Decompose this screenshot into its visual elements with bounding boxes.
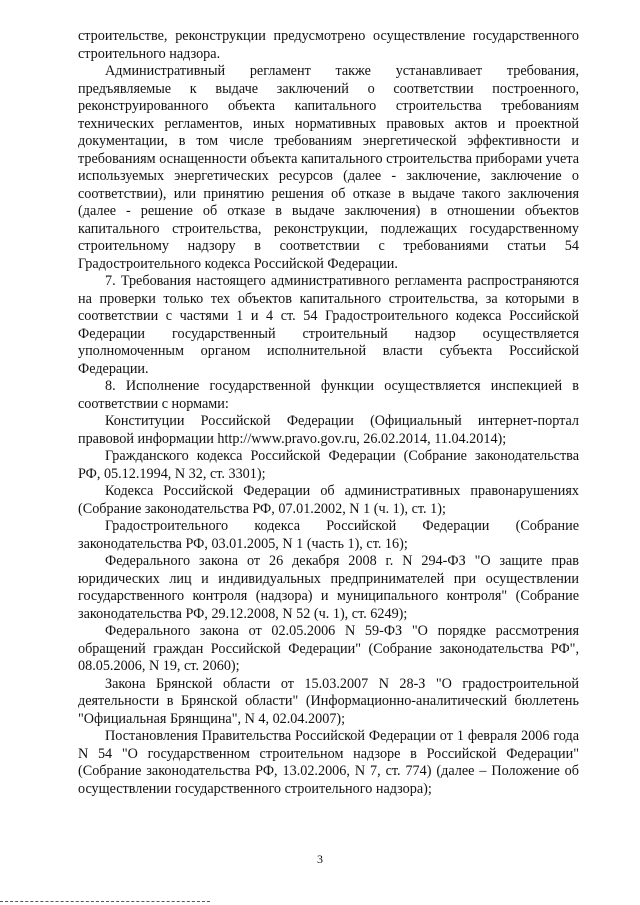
paragraph-bryansk-law: Закона Брянской области от 15.03.2007 N 28-З "О градостроительной деятельности в Брянской области" (Информационно-аналитический бюллетень "Официальная Брянщина", N 4, 02.04.2007); (78, 675, 579, 727)
paragraph-urban-code: Градостроительного кодекса Российской Федерации (Собрание законодательства РФ, 03.01.2005, N 1 (часть 1), ст. 16); (78, 518, 579, 552)
paragraph-item-8: 8. Исполнение государственной функции осуществляется инспекцией в соответствии с нормами: (78, 378, 579, 412)
paragraph-intro: строительстве, реконструкции предусмотрено осуществление государственного строительного надзора. (78, 28, 579, 62)
paragraph-law-294: Федерального закона от 26 декабря 2008 г. N 294-ФЗ "О защите прав юридических лиц и индивидуальных предпринимателей при осуществлении государственного контроля (надзора) и муниципального контроля" (Собрание законодательства РФ, 29.12.2008, N 52 (ч. 1), ст. 6249); (78, 553, 579, 622)
paragraph-civil-code: Гражданского кодекса Российской Федерации (Собрание законодательства РФ, 05.12.1994, N 32, ст. 3301); (78, 448, 579, 482)
paragraph-government-resolution: Постановления Правительства Российской Федерации от 1 февраля 2006 года N 54 "О государственном строительном надзоре в Российской Федерации" (Собрание законодательства РФ, 13.02.2006, N 7, ст. 774) (далее – Положение об осуществлении государственного строительного надзора); (78, 728, 579, 797)
paragraph-admin-code: Кодекса Российской Федерации об административных правонарушениях (Собрание законодательства РФ, 07.01.2002, N 1 (ч. 1), ст. 1); (78, 483, 579, 517)
paragraph-law-59: Федерального закона от 02.05.2006 N 59-ФЗ "О порядке рассмотрения обращений граждан Российской Федерации" (Собрание законодательства РФ", 08.05.2006, N 19, ст. 2060); (78, 623, 579, 674)
page-number: 3 (317, 852, 323, 866)
document-body (78, 28, 579, 798)
paragraph-item-7: 7. Требования настоящего административного регламента распространяются на проверки только тех объектов капитального строительства, за которыми в соответствии с частями 1 и 4 ст. 54 Градостроительного кодекса Российской Федерации государственный строительный надзор осуществляется уполномоченным органом исполнительной власти субъекта Российской Федерации. (78, 273, 579, 377)
paragraph-constitution: Конституции Российской Федерации (Официальный интернет-портал правовой информации http://www.pravo.gov.ru, 26.02.2014, 11.04.2014); (78, 413, 579, 447)
footer-divider (0, 901, 210, 903)
paragraph-regulation-requirements: Административный регламент также устанавливает требования, предъявляемые к выдаче заключений о соответствии построенного, реконструированного объекта капитального строительства требованиям технических регламентов, иных нормативных правовых актов и проектной документации, в том числе требованиям энергетической эффективности и требованиям оснащенности объекта капитального строительства приборами учета используемых энергетических ресурсов (далее - заключение, заключение о соответствии), или принятию решения об отказе в выдаче такого заключения (далее - решение об отказе в выдаче заключения) в отношении объектов капитального строительства, реконструкции, подлежащих государственному строительному надзору в соответствии с требованиями статьи 54 Градостроительного кодекса Российской Федерации. (78, 63, 579, 272)
